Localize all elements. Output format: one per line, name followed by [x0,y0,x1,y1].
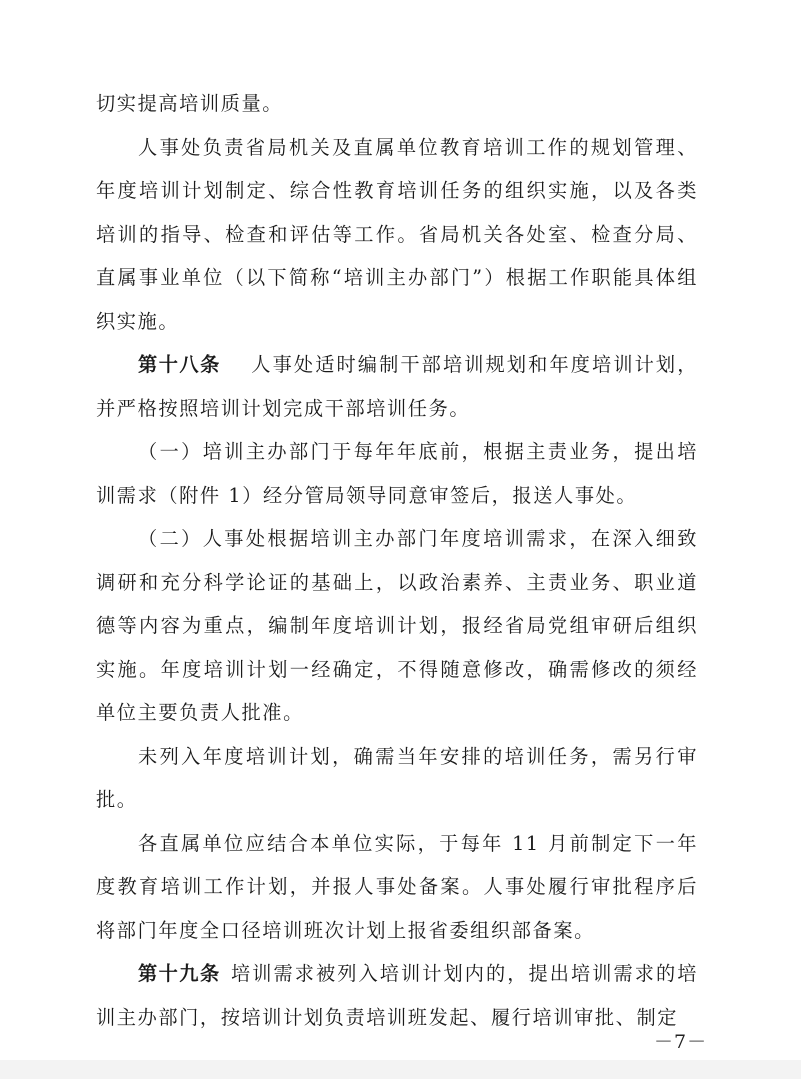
paragraph-2: 人事处负责省局机关及直属单位教育培训工作的规划管理、年度培训计划制定、综合性教育培训任务的组织实施，以及各类培训的指导、检查和评估等工作。省局机关各处室、检查分局、直属事业单位（以下简称“培训主办部门”）根据工作职能具体组织实施。 [96,135,698,333]
paragraph-3-article-18 [96,343,698,430]
paragraph-3-text: 人事处适时编制干部培训规划和年度培训计划，并严格按照培训计划完成干部培训任务。 [96,353,699,420]
viewer-background [0,1060,801,1079]
paragraph-6: 未列入年度培训计划，确需当年安排的培训任务，需另行审批。 [96,744,698,811]
document-body [96,82,698,1039]
article-heading-19: 第十九条 [138,962,221,985]
article-heading-18: 第十八条 [138,353,221,376]
paragraph-7: 各直属单位应结合本单位实际，于每年 11 月前制定下一年度教育培训工作计划，并报人事处备案。人事处履行审批程序后将部门年度全口径培训班次计划上报省委组织部备案。 [96,831,698,942]
page-number: －7－ [654,1031,708,1053]
paragraph-4: （一）培训主办部门于每年年底前，根据主责业务，提出培训需求（附件 1）经分管局领导同意审签后，报送人事处。 [96,440,698,507]
paragraph-5: （二）人事处根据培训主办部门年度培训需求，在深入细致调研和充分科学论证的基础上，以政治素养、主责业务、职业道德等内容为重点，编制年度培训计划，报经省局党组审研后组织实施。年度培训计划一经确定，不得随意修改，确需修改的须经单位主要负责人批准。 [96,527,698,724]
paragraph-8-text: 培训需求被列入培训计划内的，提出培训需求的培训主办部门，按培训计划负责培训班发起、履行培训审批、制定 [96,962,699,1029]
paragraph-1: 切实提高培训质量。 [96,92,284,115]
paragraph-8-article-19 [96,952,698,1039]
